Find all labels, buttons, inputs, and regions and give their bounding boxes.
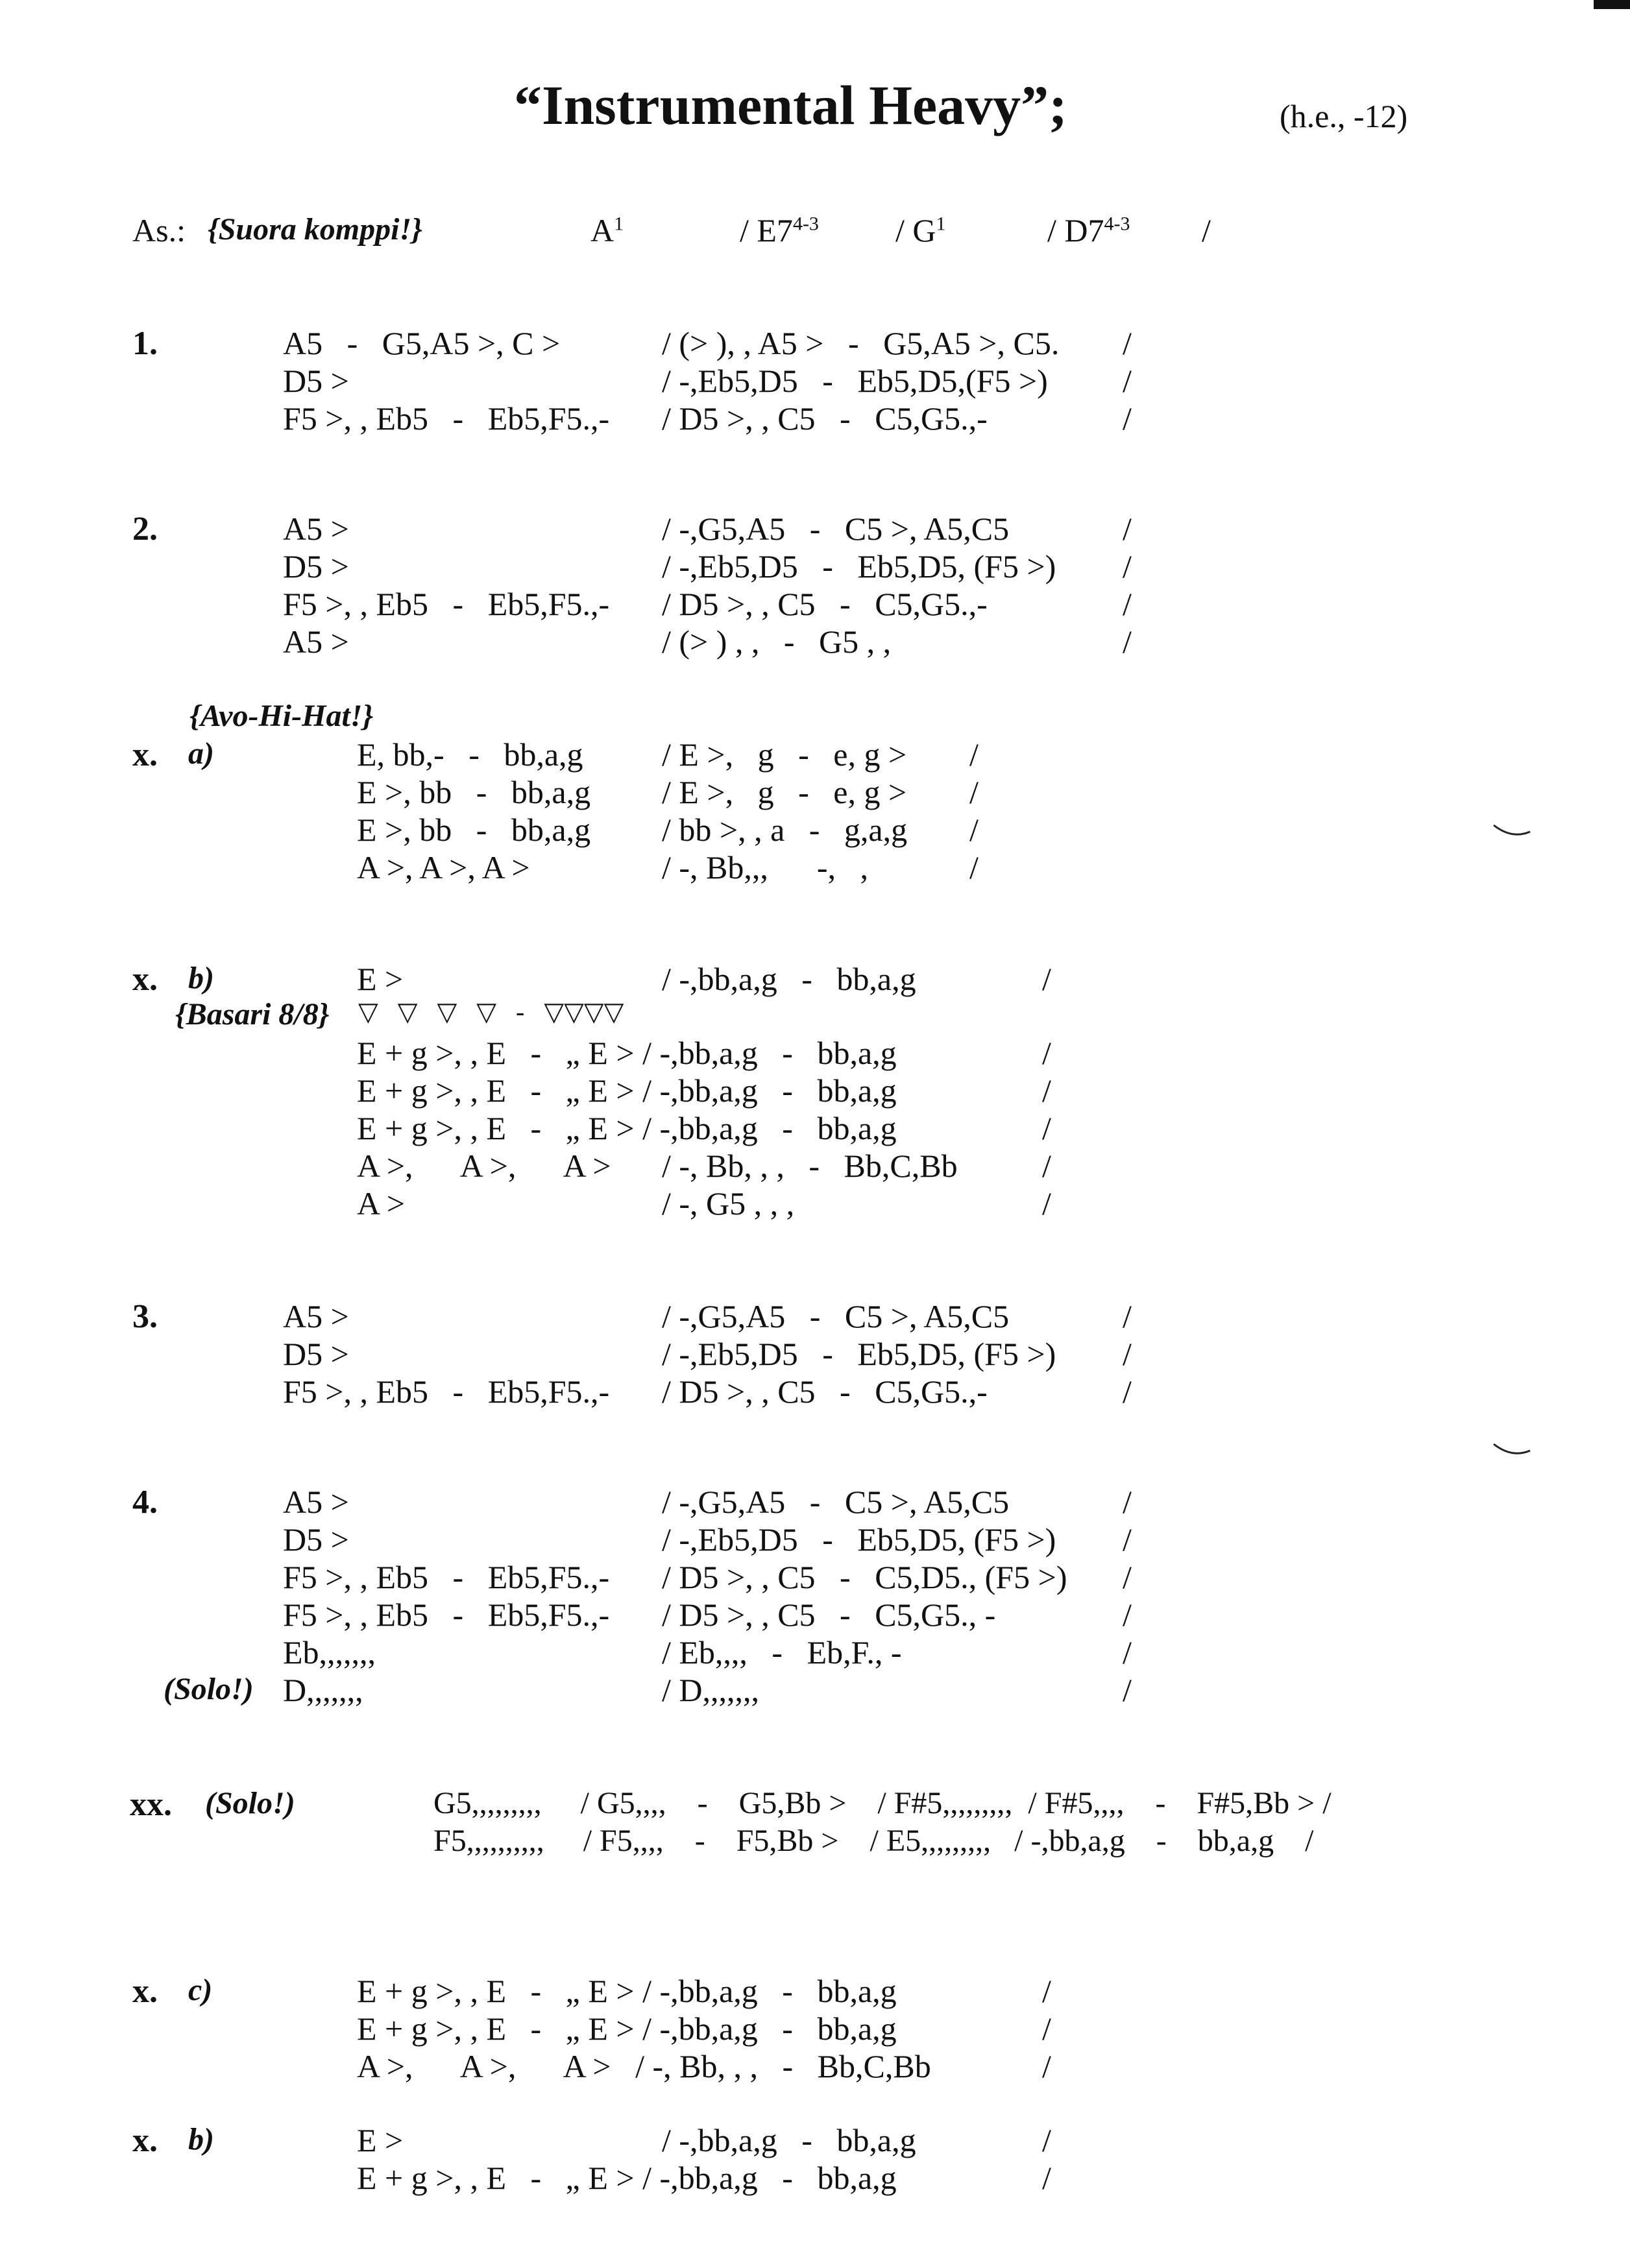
chord-line: / D5 >, , C5 - C5,D5., (F5 >) xyxy=(662,1559,1067,1595)
intro-chord-4: / D7$^{4-3}$ xyxy=(1047,212,1130,248)
bar-end: / xyxy=(1123,1484,1132,1520)
bar-end: / xyxy=(1123,511,1132,547)
chord-line: F5 >, , Eb5 - Eb5,F5.,- xyxy=(283,400,610,437)
chord-line: E + g >, , E - „ E > / -,bb,a,g - bb,a,g xyxy=(357,1973,897,2009)
intro-label: As.: xyxy=(132,212,186,248)
bar-end: / xyxy=(1123,1373,1132,1410)
bar-end: / xyxy=(1123,1634,1132,1671)
bar-end: / xyxy=(1123,1559,1132,1595)
chord-line: E + g >, , E - „ E > / -,bb,a,g - bb,a,g xyxy=(357,1035,897,1071)
chord-line: F5,,,,,,,,,, / F5,,,, - F5,Bb > / E5,,,,,,,,, / -,bb,a,g - bb,a,g / xyxy=(433,1824,1314,1858)
chord-line: / D5 >, , C5 - C5,G5.,- xyxy=(662,400,988,437)
chord-line: G5,,,,,,,,, / G5,,,, - G5,Bb > / F#5,,,,,,,,, / F#5,,,, - F#5,Bb > / xyxy=(433,1786,1332,1820)
corner-mark xyxy=(1594,0,1630,9)
bar-end: / xyxy=(969,849,979,886)
bar-end: / xyxy=(1042,1973,1051,2009)
bar-end: / xyxy=(969,736,979,773)
section-xb2-label: x. xyxy=(132,2122,158,2159)
bar-end: / xyxy=(1042,2010,1051,2047)
chord-line: A >, A >, A > xyxy=(357,1148,611,1184)
section-xa-sub: a) xyxy=(188,736,214,771)
section-4-label: 4. xyxy=(132,1484,158,1521)
chord-line: / (> ) , , - G5 , , xyxy=(662,623,892,660)
chord-line: / -,Eb5,D5 - Eb5,D5, (F5 >) xyxy=(662,1521,1056,1558)
chord-line: Eb,,,,,,, xyxy=(283,1634,376,1671)
chord-line: A >, A >, A > xyxy=(357,849,530,886)
bar-end: / xyxy=(1042,1072,1051,1109)
section-xb2-sub: b) xyxy=(188,2122,214,2156)
bar-end: / xyxy=(1123,363,1132,399)
basari-note: {Basari 8/8} xyxy=(175,997,330,1031)
intro-chord-1: $A^1$ xyxy=(590,212,624,248)
chord-line: D5 > xyxy=(283,548,349,585)
chord-line: E >, bb - bb,a,g xyxy=(357,774,591,810)
section-xc-sub: c) xyxy=(188,1973,213,2007)
intro-note: {Suora komppi!} xyxy=(208,212,422,247)
chord-line: / -,G5,A5 - C5 >, A5,C5 xyxy=(662,1298,1010,1334)
section-xb-sub: b) xyxy=(188,961,214,995)
bar-end: / xyxy=(1123,548,1132,585)
chord-line: E > xyxy=(357,961,404,997)
bar-end: / xyxy=(969,774,979,810)
chord-line: / D,,,,,,, xyxy=(662,1672,759,1708)
chord-line: D5 > xyxy=(283,363,349,399)
chord-line: / -,bb,a,g - bb,a,g xyxy=(662,2122,916,2158)
bar-end: / xyxy=(969,812,979,848)
chord-line: / -, G5 , , , xyxy=(662,1185,795,1222)
chord-line: E + g >, , E - „ E > / -,bb,a,g - bb,a,g xyxy=(357,2010,897,2047)
bar-end: / xyxy=(1042,2048,1051,2084)
section-2-label: 2. xyxy=(132,511,158,548)
chord-line: E + g >, , E - „ E > / -,bb,a,g - bb,a,g xyxy=(357,2160,897,2196)
section-3-label: 3. xyxy=(132,1298,158,1335)
chord-line: A > xyxy=(357,1185,406,1222)
chord-line: / -,Eb5,D5 - Eb5,D5,(F5 >) xyxy=(662,363,1048,399)
scan-artifact-arc xyxy=(1492,823,1531,842)
bar-end: / xyxy=(1123,1597,1132,1633)
chord-line: E, bb,- - bb,a,g xyxy=(357,736,583,773)
chord-line: / -, Bb, , , - Bb,C,Bb xyxy=(662,1148,958,1184)
hihat-note: {Avo-Hi-Hat!} xyxy=(189,699,374,733)
chord-line: / E >, g - e, g > xyxy=(662,736,907,773)
chord-line: / -,G5,A5 - C5 >, A5,C5 xyxy=(662,1484,1010,1520)
chord-line: / (> ), , A5 > - G5,A5 >, C5. xyxy=(662,325,1060,361)
triangle-pattern: ▽ ▽ ▽ ▽ - ▽▽▽▽ xyxy=(358,997,624,1026)
key-note: (h.e., -12) xyxy=(1280,98,1408,134)
chord-line: / D5 >, , C5 - C5,G5., - xyxy=(662,1597,996,1633)
page-title: “Instrumental Heavy”; xyxy=(514,74,1067,136)
solo-note: (Solo!) xyxy=(164,1672,254,1706)
chord-line: / -, Bb,,, -, , xyxy=(662,849,869,886)
intro-bar-end: / xyxy=(1202,212,1211,248)
section-xb-label: x. xyxy=(132,961,158,998)
chord-line: A5 > xyxy=(283,1298,349,1334)
chord-line: F5 >, , Eb5 - Eb5,F5.,- xyxy=(283,1597,610,1633)
chord-line: F5 >, , Eb5 - Eb5,F5.,- xyxy=(283,1373,610,1410)
bar-end: / xyxy=(1123,1298,1132,1334)
bar-end: / xyxy=(1042,961,1051,997)
chord-line: E + g >, , E - „ E > / -,bb,a,g - bb,a,g xyxy=(357,1110,897,1146)
chord-line: / -,Eb5,D5 - Eb5,D5, (F5 >) xyxy=(662,548,1056,585)
chord-line: / -,bb,a,g - bb,a,g xyxy=(662,961,916,997)
bar-end: / xyxy=(1042,2122,1051,2158)
bar-end: / xyxy=(1042,2160,1051,2196)
bar-end: / xyxy=(1123,586,1132,622)
chord-line: / D5 >, , C5 - C5,G5.,- xyxy=(662,1373,988,1410)
chord-line: F5 >, , Eb5 - Eb5,F5.,- xyxy=(283,586,610,622)
chord-line: / -,Eb5,D5 - Eb5,D5, (F5 >) xyxy=(662,1336,1056,1372)
bar-end: / xyxy=(1123,325,1132,361)
bar-end: / xyxy=(1042,1110,1051,1146)
chord-line: D5 > xyxy=(283,1336,349,1372)
section-xx-label: xx. xyxy=(130,1786,172,1823)
chord-line: E >, bb - bb,a,g xyxy=(357,812,591,848)
chord-line: A5 > xyxy=(283,623,349,660)
intro-chord-3: / $G^1$ xyxy=(895,212,946,248)
section-xx-solo: (Solo!) xyxy=(205,1786,295,1820)
chord-line: A5 > xyxy=(283,511,349,547)
chord-line: / Eb,,,, - Eb,F., - xyxy=(662,1634,902,1671)
chord-line: / E >, g - e, g > xyxy=(662,774,907,810)
section-1-label: 1. xyxy=(132,325,158,362)
chord-line: E + g >, , E - „ E > / -,bb,a,g - bb,a,g xyxy=(357,1072,897,1109)
bar-end: / xyxy=(1042,1148,1051,1184)
chord-line: F5 >, , Eb5 - Eb5,F5.,- xyxy=(283,1559,610,1595)
chord-line: A5 - G5,A5 >, C > xyxy=(283,325,561,361)
chord-line: A5 > xyxy=(283,1484,349,1520)
bar-end: / xyxy=(1123,1521,1132,1558)
chord-line: / bb >, , a - g,a,g xyxy=(662,812,908,848)
bar-end: / xyxy=(1123,1672,1132,1708)
chord-line: / D5 >, , C5 - C5,G5.,- xyxy=(662,586,988,622)
bar-end: / xyxy=(1042,1035,1051,1071)
chord-line: A >, A >, A > / -, Bb, , , - Bb,C,Bb xyxy=(357,2048,931,2084)
section-xc-label: x. xyxy=(132,1973,158,2010)
chord-line: D,,,,,,, xyxy=(283,1672,363,1708)
chord-line: E > xyxy=(357,2122,404,2158)
bar-end: / xyxy=(1123,1336,1132,1372)
section-xa-label: x. xyxy=(132,736,158,773)
bar-end: / xyxy=(1123,400,1132,437)
bar-end: / xyxy=(1042,1185,1051,1222)
chord-line: / -,G5,A5 - C5 >, A5,C5 xyxy=(662,511,1010,547)
bar-end: / xyxy=(1123,623,1132,660)
chord-line: D5 > xyxy=(283,1521,349,1558)
scan-artifact-arc xyxy=(1492,1442,1531,1461)
intro-chord-2: / E7$^{4-3}$ xyxy=(740,212,819,248)
